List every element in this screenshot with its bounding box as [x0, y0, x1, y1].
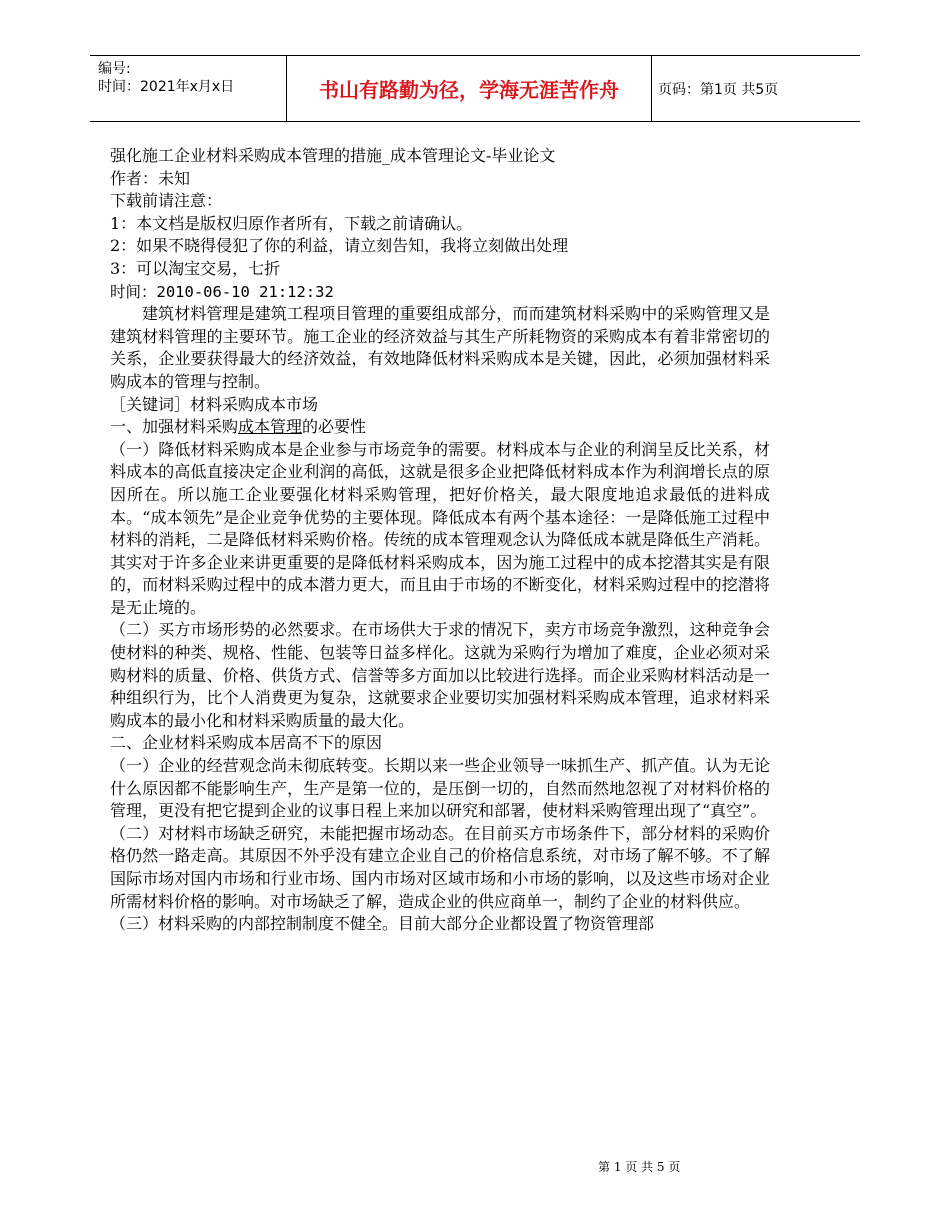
notice-item: 2：如果不晓得侵犯了你的利益，请立刻告知，我将立刻做出处理	[110, 236, 569, 256]
header-info	[98, 60, 283, 96]
document-timestamp: 时间：2010-06-10 21:12:32	[110, 282, 334, 301]
document-title: 强化施工企业材料采购成本管理的措施_成本管理论文-毕业论文	[110, 146, 556, 165]
body-paragraph: （三）材料采购的内部控制制度不健全。目前大部分企业都设置了物资管理部	[110, 914, 655, 934]
notice-heading: 下载前请注意：	[110, 191, 223, 211]
section-heading-1-suffix: 的必要性	[302, 417, 367, 437]
header-motto: 书山有路勤为径，学海无涯苦作舟	[286, 56, 652, 121]
page-header	[90, 55, 860, 122]
document-number-label: 编号:	[98, 61, 131, 77]
section-heading-2: 二、企业材料采购成本居高不下的原因	[110, 733, 383, 753]
body-paragraph: （二）对材料市场缺乏研究，未能把握市场动态。在目前买方市场条件下，部分材料的采购价格仍然一路走高。其原因不外乎没有建立企业自己的价格信息系统，对市场了解不够。不了解国际市场对国内市场和行业市场、国内市场对区域市场和小市场的影响，以及这些市场对企业所需材料价格的影响。对市场缺乏了解，造成企业的供应商单一，制约了企业的材料供应。	[110, 823, 770, 911]
section-heading-1	[110, 416, 770, 439]
body-paragraph: （二）买方市场形势的必然要求。在市场供大于求的情况下，卖方市场竞争激烈，这种竞争会使材料的种类、规格、性能、包装等日益多样化。这就为采购行为增加了难度，企业必须对采购材料的质量、价格、供货方式、信誉等多方面加以比较进行选择。而企业采购材料活动是一种组织行为，比个人消费更为复杂，这就要求企业要切实加强材料采购成本管理，追求材料采购成本的最小化和材料采购质量的最大化。	[110, 620, 770, 730]
cost-management-link[interactable]: 成本管理	[238, 417, 303, 437]
intro-paragraph: 建筑材料管理是建筑工程项目管理的重要组成部分，而而建筑材料采购中的采购管理又是建筑材料管理的主要环节。施工企业的经济效益与其生产所耗物资的采购成本有着非常密切的关系，企业要获得最大的经济效益，有效地降低材料采购成本是关键，因此，必须加强材料采购成本的管理与控制。	[110, 304, 770, 391]
notice-item: 1：本文档是版权归原作者所有，下载之前请确认。	[110, 213, 473, 233]
header-page-info: 页码：第1页 共5页	[658, 81, 779, 98]
section-heading-1-prefix: 一、加强材料采购	[110, 417, 239, 437]
page-footer: 第 1 页 共 5 页	[598, 1160, 681, 1174]
body-paragraph: （一）降低材料采购成本是企业参与市场竞争的需要。材料成本与企业的利润呈反比关系，材料成本的高低直接决定企业利润的高低，这就是很多企业把降低材料成本作为利润增长点的原因所在。所以施工企业要强化材料采购管理，把好价格关，最大限度地追求最低的进料成本。“成本领先”是企业竞争优势的主要体现。降低成本有两个基本途径：一是降低施工过程中材料的消耗，二是降低材料采购价格。传统的成本管理观念认为降低成本就是降低生产消耗。其实对于许多企业来讲更重要的是降低材料采购成本，因为施工过程中的成本挖潜其实是有限的，而材料采购过程中的成本潜力更大，而且由于市场的不断变化，材料采购过程中的挖潜将是无止境的。	[110, 439, 770, 617]
document-time-label: 时间：2021年x月x日	[98, 79, 235, 95]
document-body	[110, 145, 770, 936]
notice-item: 3：可以淘宝交易，七折	[110, 258, 281, 278]
document-author: 作者：未知	[110, 168, 191, 188]
body-paragraph: （一）企业的经营观念尚未彻底转变。长期以来一些企业领导一味抓生产、抓产值。认为无论什么原因都不能影响生产，生产是第一位的，是压倒一切的，自然而然地忽视了对材料价格的管理，更没有把它提到企业的议事日程上来加以研究和部署，使材料采购管理出现了“真空”。	[110, 756, 770, 821]
keywords-line: ［关键词］材料采购成本市场	[110, 394, 319, 414]
